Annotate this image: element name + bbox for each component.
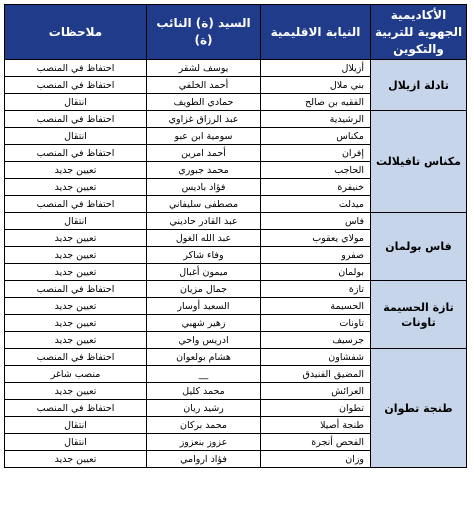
delegate-cell: زهير شهبي: [147, 315, 261, 332]
delegate-cell: وفاء شاكر: [147, 247, 261, 264]
note-cell: احتفاظ في المنصب: [5, 281, 147, 298]
province-cell: أزيلال: [261, 60, 371, 77]
table-row: [5, 213, 467, 230]
delegate-cell: أحمد الخلفي: [147, 77, 261, 94]
delegate-cell: ميمون أغبال: [147, 264, 261, 281]
note-cell: تعيين جديد: [5, 383, 147, 400]
academy-cell: تادلة ازيلال: [371, 60, 467, 111]
delegate-cell: محمد بركان: [147, 417, 261, 434]
academy-cell: مكناس تافيلالت: [371, 111, 467, 213]
province-cell: صفرو: [261, 247, 371, 264]
header-delegate: السيد (ة) النائب (ة): [147, 5, 261, 60]
province-cell: خنيفرة: [261, 179, 371, 196]
table-body: [5, 60, 467, 468]
note-cell: احتفاظ في المنصب: [5, 349, 147, 366]
note-cell: تعيين جديد: [5, 298, 147, 315]
province-cell: تاونات: [261, 315, 371, 332]
table-row: [5, 349, 467, 366]
table-row: [5, 60, 467, 77]
delegate-cell: محمد جبوري: [147, 162, 261, 179]
delegate-cell: حمادي الطويف: [147, 94, 261, 111]
delegate-cell: فؤاد باديس: [147, 179, 261, 196]
note-cell: احتفاظ في المنصب: [5, 77, 147, 94]
province-cell: إفران: [261, 145, 371, 162]
table-row: [5, 281, 467, 298]
note-cell: تعيين جديد: [5, 264, 147, 281]
note-cell: تعيين جديد: [5, 179, 147, 196]
delegate-cell: عبد الله الغول: [147, 230, 261, 247]
province-cell: مكناس: [261, 128, 371, 145]
note-cell: تعيين جديد: [5, 332, 147, 349]
note-cell: تعيين جديد: [5, 162, 147, 179]
delegate-cell: سومية ابن عبو: [147, 128, 261, 145]
note-cell: انتقال: [5, 434, 147, 451]
note-cell: احتفاظ في المنصب: [5, 196, 147, 213]
note-cell: احتفاظ في المنصب: [5, 400, 147, 417]
delegate-cell: يوسف لشقر: [147, 60, 261, 77]
note-cell: تعيين جديد: [5, 230, 147, 247]
academy-cell: طنجة تطوان: [371, 349, 467, 468]
delegate-cell: __: [147, 366, 261, 383]
note-cell: منصب شاغر: [5, 366, 147, 383]
province-cell: بولمان: [261, 264, 371, 281]
academy-cell: تازة الحسيمة تاونات: [371, 281, 467, 349]
province-cell: الحاجب: [261, 162, 371, 179]
note-cell: انتقال: [5, 213, 147, 230]
delegate-cell: رشيد ريان: [147, 400, 261, 417]
note-cell: احتفاظ في المنصب: [5, 60, 147, 77]
note-cell: انتقال: [5, 417, 147, 434]
province-cell: الرشيدية: [261, 111, 371, 128]
delegate-cell: عبد الرزاق غزاوي: [147, 111, 261, 128]
delegate-cell: عبد القادر حاديني: [147, 213, 261, 230]
delegate-cell: هشام بولعوان: [147, 349, 261, 366]
note-cell: احتفاظ في المنصب: [5, 145, 147, 162]
province-cell: شفشاون: [261, 349, 371, 366]
delegates-table: [4, 4, 467, 468]
province-cell: جرسيف: [261, 332, 371, 349]
province-cell: العرائش: [261, 383, 371, 400]
delegate-cell: ادريس واحي: [147, 332, 261, 349]
table-row: [5, 111, 467, 128]
province-cell: طنجة أصيلا: [261, 417, 371, 434]
note-cell: تعيين جديد: [5, 315, 147, 332]
province-cell: تازة: [261, 281, 371, 298]
province-cell: بني ملال: [261, 77, 371, 94]
header-academy: الأكاديمية الجهوية للتربية والتكوين: [371, 5, 467, 60]
province-cell: وزان: [261, 451, 371, 468]
delegate-cell: محمد كليل: [147, 383, 261, 400]
delegate-cell: السعيد أوسار: [147, 298, 261, 315]
province-cell: فاس: [261, 213, 371, 230]
province-cell: مولاي يعقوب: [261, 230, 371, 247]
note-cell: تعيين جديد: [5, 247, 147, 264]
header-notes: ملاحظات: [5, 5, 147, 60]
header-province: النيابة الاقليمية: [261, 5, 371, 60]
delegate-cell: عزوز بنعزوز: [147, 434, 261, 451]
delegate-cell: جمال مزيان: [147, 281, 261, 298]
note-cell: احتفاظ في المنصب: [5, 111, 147, 128]
province-cell: تطوان: [261, 400, 371, 417]
document-page: [4, 4, 466, 518]
delegate-cell: أحمد امرين: [147, 145, 261, 162]
table-header-row: [5, 5, 467, 60]
province-cell: المضيق الفنيدق: [261, 366, 371, 383]
note-cell: انتقال: [5, 94, 147, 111]
note-cell: تعيين جديد: [5, 451, 147, 468]
academy-cell: فاس بولمان: [371, 213, 467, 281]
delegate-cell: فؤاد اروامي: [147, 451, 261, 468]
province-cell: ميدلت: [261, 196, 371, 213]
province-cell: الحسيمة: [261, 298, 371, 315]
province-cell: الفقيه بن صالح: [261, 94, 371, 111]
note-cell: انتقال: [5, 128, 147, 145]
delegate-cell: مصطفى سليفاني: [147, 196, 261, 213]
province-cell: الفحص أنجرة: [261, 434, 371, 451]
